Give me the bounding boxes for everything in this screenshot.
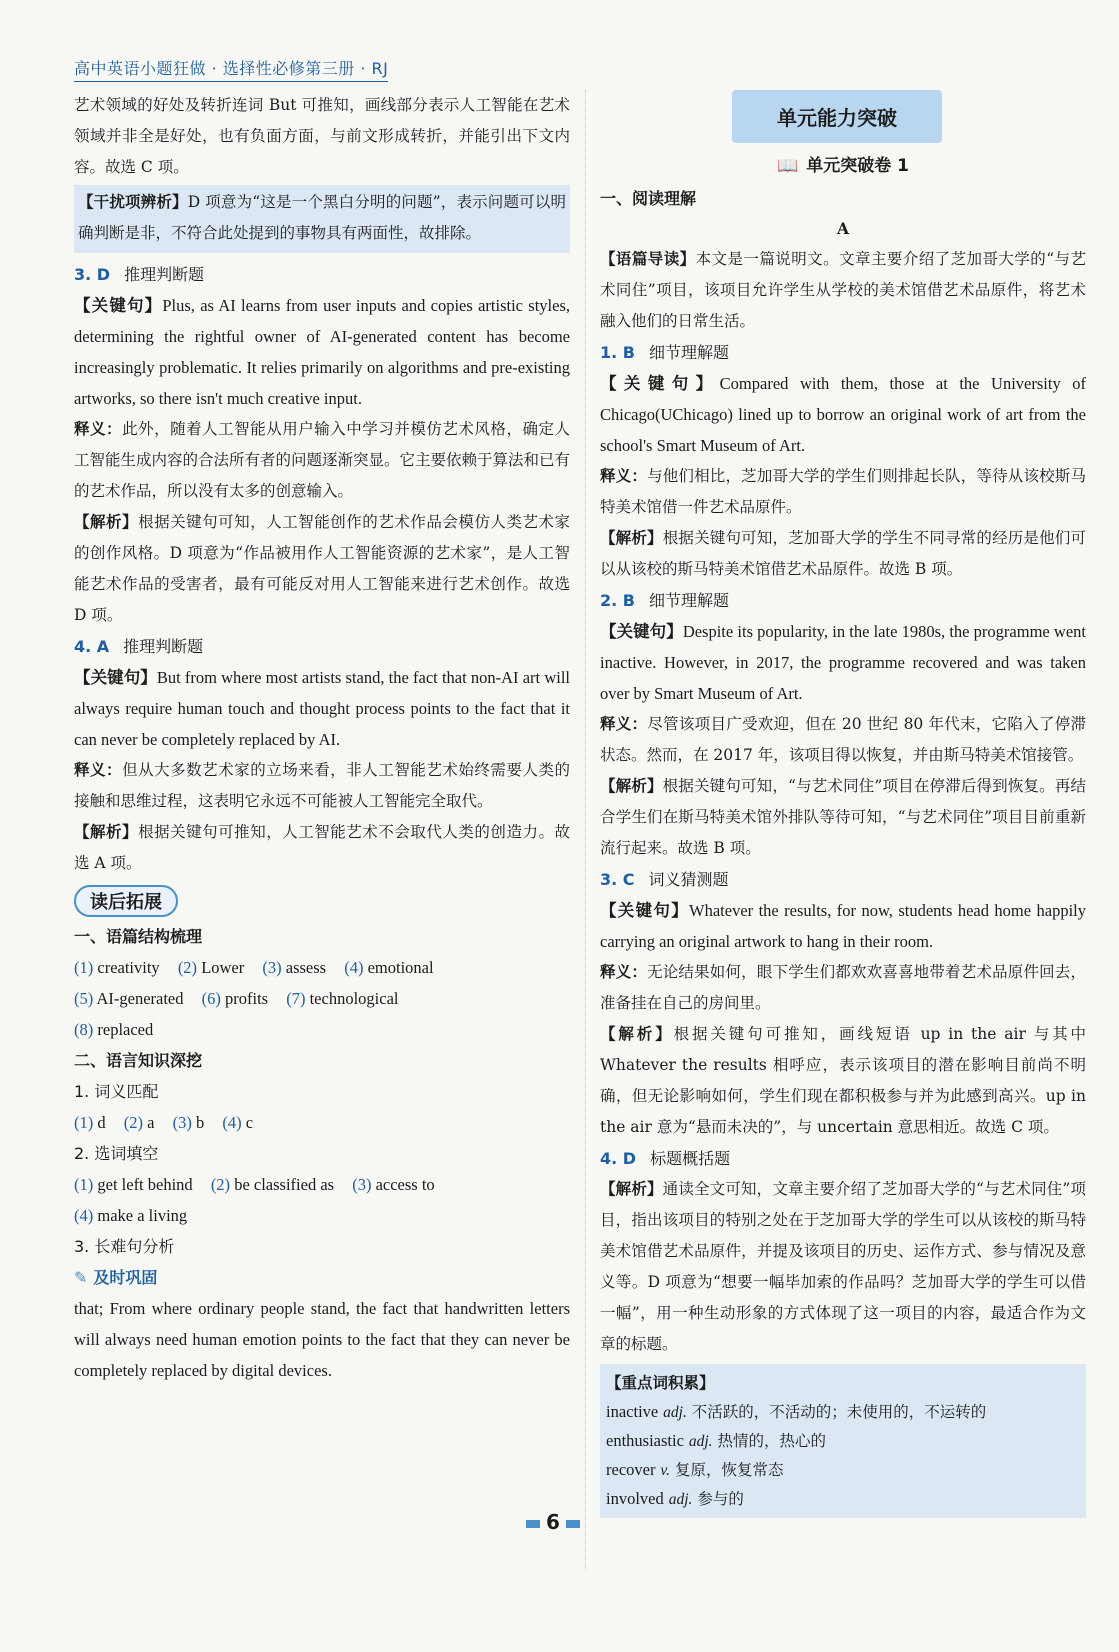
right-column <box>600 90 1086 1518</box>
column-divider <box>585 90 586 1570</box>
answer-item: (6) profits <box>201 989 269 1008</box>
r-q1-key-sentence: Compared with them, those at the University of Chicago(UChicago) lined up to borrow an original work of art from the school's Smart Museum of Art. <box>600 374 1087 455</box>
language-title: 二、语言知识深挖 <box>74 1051 203 1070</box>
reading-section-title: 一、阅读理解 <box>600 189 697 208</box>
r-q1-para-label: 释义： <box>600 467 648 485</box>
answer-item: (8) replaced <box>74 1020 154 1039</box>
distractor-label: 【干扰项辨析】 <box>78 193 188 211</box>
r-q2-key-label: 【关键句】 <box>600 622 683 641</box>
r-q3-key-sentence: Whatever the results, for now, students head home happily carrying an original artwork to hang in their room. <box>600 901 1087 951</box>
r-question-4-header <box>600 1143 1086 1174</box>
r-question-3-type: 词义猜测题 <box>648 870 729 889</box>
q4-para-label: 释义： <box>74 761 123 779</box>
vocab-item: involved adj. 参与的 <box>606 1489 744 1508</box>
answer-item: (2) a <box>123 1113 155 1132</box>
distractor-note <box>74 185 570 253</box>
r-q2-analysis: 根据关键句可知，“与艺术同住”项目在停滞后得到恢复。再结合学生们在斯马特美术馆外排队等待可知，“与艺术同住”项目目前重新流行起来。故选 B 项。 <box>600 777 1086 857</box>
r-q2-key-sentence: Despite its popularity, in the late 1980s, the programme went inactive. However, in 2017, the programme recovered and was taken over by Smart Museum of Art. <box>600 622 1086 703</box>
r-q1-paraphrase: 与他们相比，芝加哥大学的学生们则排起长队，等待从该校斯马特美术馆借一件艺术品原件。 <box>600 467 1086 516</box>
q3-analysis-label: 【解析】 <box>74 513 139 531</box>
r-question-2-type: 细节理解题 <box>648 591 729 610</box>
page-number-text: 6 <box>546 1510 560 1534</box>
answer-item: (2) Lower <box>177 958 245 977</box>
r-q3-paraphrase: 无论结果如何，眼下学生们都欢欢喜喜地带着艺术品原件回去，准备挂在自己的房间里。 <box>600 963 1086 1012</box>
distractor-text: D 项意为“这是一个黑白分明的问题”，表示问题可以明确判断是非，不符合此处提到的事物具有两面性，故排除。 <box>78 193 566 242</box>
r-q3-analysis-label: 【解析】 <box>600 1025 674 1043</box>
r-question-2-header <box>600 585 1086 616</box>
fill-answers <box>74 1169 570 1231</box>
q4-key-sentence: But from where most artists stand, the fact that non-AI art will always require human touch and thought process points to the fact that it can never be completely replaced by AI. <box>74 668 570 749</box>
vocab-box <box>600 1364 1086 1518</box>
r-q1-analysis: 根据关键句可知，芝加哥大学的学生不同寻常的经历是他们可以从该校的斯马特美术馆借艺术品原件。故选 B 项。 <box>600 529 1086 578</box>
r-q3-key-label: 【关键句】 <box>600 901 690 920</box>
answer-item: (3) assess <box>262 958 327 977</box>
question-3-header <box>74 259 570 290</box>
left-column <box>74 90 570 1386</box>
answer-item: (1) get left behind <box>74 1175 193 1194</box>
extension-title: 读后拓展 <box>74 885 178 917</box>
guide-label: 【语篇导读】 <box>600 250 696 268</box>
r-q2-paraphrase: 尽管该项目广受欢迎，但在 20 世纪 80 年代末，它陷入了停滞状态。然而，在 2017 年，该项目得以恢复，并由斯马特美术馆接管。 <box>600 715 1086 764</box>
answer-item: (1) creativity <box>74 958 160 977</box>
consolidate-text: that; From where ordinary people stand, the fact that handwritten letters will always need human emotion points to the fact that they can never be completely replaced by digital devices. <box>74 1299 570 1380</box>
q3-key-sentence: Plus, as AI learns from user inputs and copies artistic styles, determining the rightful owner of AI-generated content has become increasingly problematic. It relies primarily on algorithms and pre-existing artworks, so there isn't much creative input. <box>74 296 571 408</box>
r-question-1-type: 细节理解题 <box>648 343 729 362</box>
q4-analysis: 根据关键句可推知，人工智能艺术不会取代人类的创造力。故选 A 项。 <box>74 823 570 872</box>
answer-item: (2) be classified as <box>210 1175 335 1194</box>
match-answers <box>74 1107 570 1138</box>
q3-analysis: 根据关键句可知，人工智能创作的艺术作品会模仿人类艺术家的创作风格。D 项意为“作品被用作人工智能资源的艺术家”，是人工智能艺术作品的受害者，最有可能反对用人工智能来进行艺术创作。故选 D 项。 <box>74 513 570 624</box>
unit-subbanner <box>600 149 1086 183</box>
q3-key-label: 【关键句】 <box>74 296 163 315</box>
answer-item: (4) emotional <box>344 958 434 977</box>
question-3-number: 3. D <box>74 265 111 284</box>
answer-item: (4) make a living <box>74 1206 188 1225</box>
r-q2-para-label: 释义： <box>600 715 648 733</box>
r-q4-analysis-label: 【解析】 <box>600 1180 663 1198</box>
answer-item: (5) AI-generated <box>74 989 184 1008</box>
r-q3-analysis: 根据关键句可推知，画线短语 up in the air 与其中 Whatever the results 相呼应，表示该项目的潜在影响目前尚不明确，但无论影响如何，学生们现在都积极参与并为此感到高兴。up in the air 意为“悬而未决的”，与 uncertain 意思相近。故选 C 项。 <box>600 1025 1086 1136</box>
structure-answers <box>74 952 570 1045</box>
r-question-1-header <box>600 337 1086 368</box>
r-q1-analysis-label: 【解析】 <box>600 529 663 547</box>
book-icon: 📖 <box>777 156 799 176</box>
r-q1-key-label: 【关键句】 <box>600 374 720 393</box>
question-4-header <box>74 631 570 662</box>
passage-label: A <box>836 219 850 238</box>
vocab-title: 【重点词积累】 <box>606 1374 715 1392</box>
answer-item: (1) d <box>74 1113 106 1132</box>
subbanner-text: 单元突破卷 1 <box>806 156 909 176</box>
answer-item: (4) c <box>222 1113 254 1132</box>
page-number <box>520 1510 586 1534</box>
r-q2-analysis-label: 【解析】 <box>600 777 663 795</box>
unit-banner: 单元能力突破 <box>732 90 942 143</box>
vocab-item: enthusiastic adj. 热情的，热心的 <box>606 1431 826 1450</box>
answer-item: (3) b <box>172 1113 205 1132</box>
question-3-type: 推理判断题 <box>124 265 205 284</box>
r-q3-para-label: 释义： <box>600 963 648 981</box>
r-q4-analysis: 通读全文可知，文章主要介绍了芝加哥大学的“与艺术同住”项目，指出该项目的特别之处在于芝加哥大学的学生可以从该校的斯马特美术馆借艺术品原件，并提及该项目的历史、运作方式、参与情况及意义等。D 项意为“想要一幅毕加索的作品吗？芝加哥大学的学生可以借一幅”，用一种生动形象的方式体现了这一项目的内容，最适合作为文章的标题。 <box>600 1180 1086 1353</box>
match-title: 1. 词义匹配 <box>74 1082 159 1101</box>
book-header: 高中英语小题狂做 · 选择性必修第三册 · RJ <box>74 56 388 82</box>
page-bar-right <box>566 1520 580 1528</box>
r-question-4-number: 4. D <box>600 1149 637 1168</box>
guide-text: 本文是一篇说明文。文章主要介绍了芝加哥大学的“与艺术同住”项目，该项目允许学生从学校的美术馆借艺术品原件，将艺术融入他们的日常生活。 <box>600 250 1086 330</box>
pen-icon: ✎ <box>74 1268 88 1287</box>
vocab-item: recover v. 复原，恢复常态 <box>606 1460 784 1479</box>
answer-item: (7) technological <box>286 989 399 1008</box>
q3-para-label: 释义： <box>74 420 123 438</box>
r-question-2-number: 2. B <box>600 591 635 610</box>
r-question-4-type: 标题概括题 <box>650 1149 731 1168</box>
long-sentence-title: 3. 长难句分析 <box>74 1237 175 1256</box>
page-bar-left <box>526 1520 540 1528</box>
r-question-3-header <box>600 864 1086 895</box>
intro-text: 艺术领域的好处及转折连词 But 可推知，画线部分表示人工智能在艺术领域并非全是好处，也有负面方面，与前文形成转折，并能引出下文内容。故选 C 项。 <box>74 96 570 176</box>
r-question-3-number: 3. C <box>600 870 635 889</box>
fill-title: 2. 选词填空 <box>74 1144 159 1163</box>
structure-title: 一、语篇结构梳理 <box>74 927 203 946</box>
q4-analysis-label: 【解析】 <box>74 823 139 841</box>
q3-paraphrase: 此外，随着人工智能从用户输入中学习并模仿艺术风格，确定人工智能生成内容的合法所有者的问题逐渐突显。它主要依赖于算法和已有的艺术作品，所以没有太多的创意输入。 <box>74 420 571 500</box>
question-4-number: 4. A <box>74 637 110 656</box>
consolidate-heading <box>74 1262 570 1293</box>
consolidate-title: 及时巩固 <box>93 1268 158 1287</box>
question-4-type: 推理判断题 <box>123 637 204 656</box>
r-question-1-number: 1. B <box>600 343 635 362</box>
q4-paraphrase: 但从大多数艺术家的立场来看，非人工智能艺术始终需要人类的接触和思维过程，这表明它永远不可能被人工智能完全取代。 <box>74 761 570 810</box>
q4-key-label: 【关键句】 <box>74 668 157 687</box>
vocab-item: inactive adj. 不活跃的，不活动的；未使用的，不运转的 <box>606 1402 987 1421</box>
answer-item: (3) access to <box>352 1175 435 1194</box>
